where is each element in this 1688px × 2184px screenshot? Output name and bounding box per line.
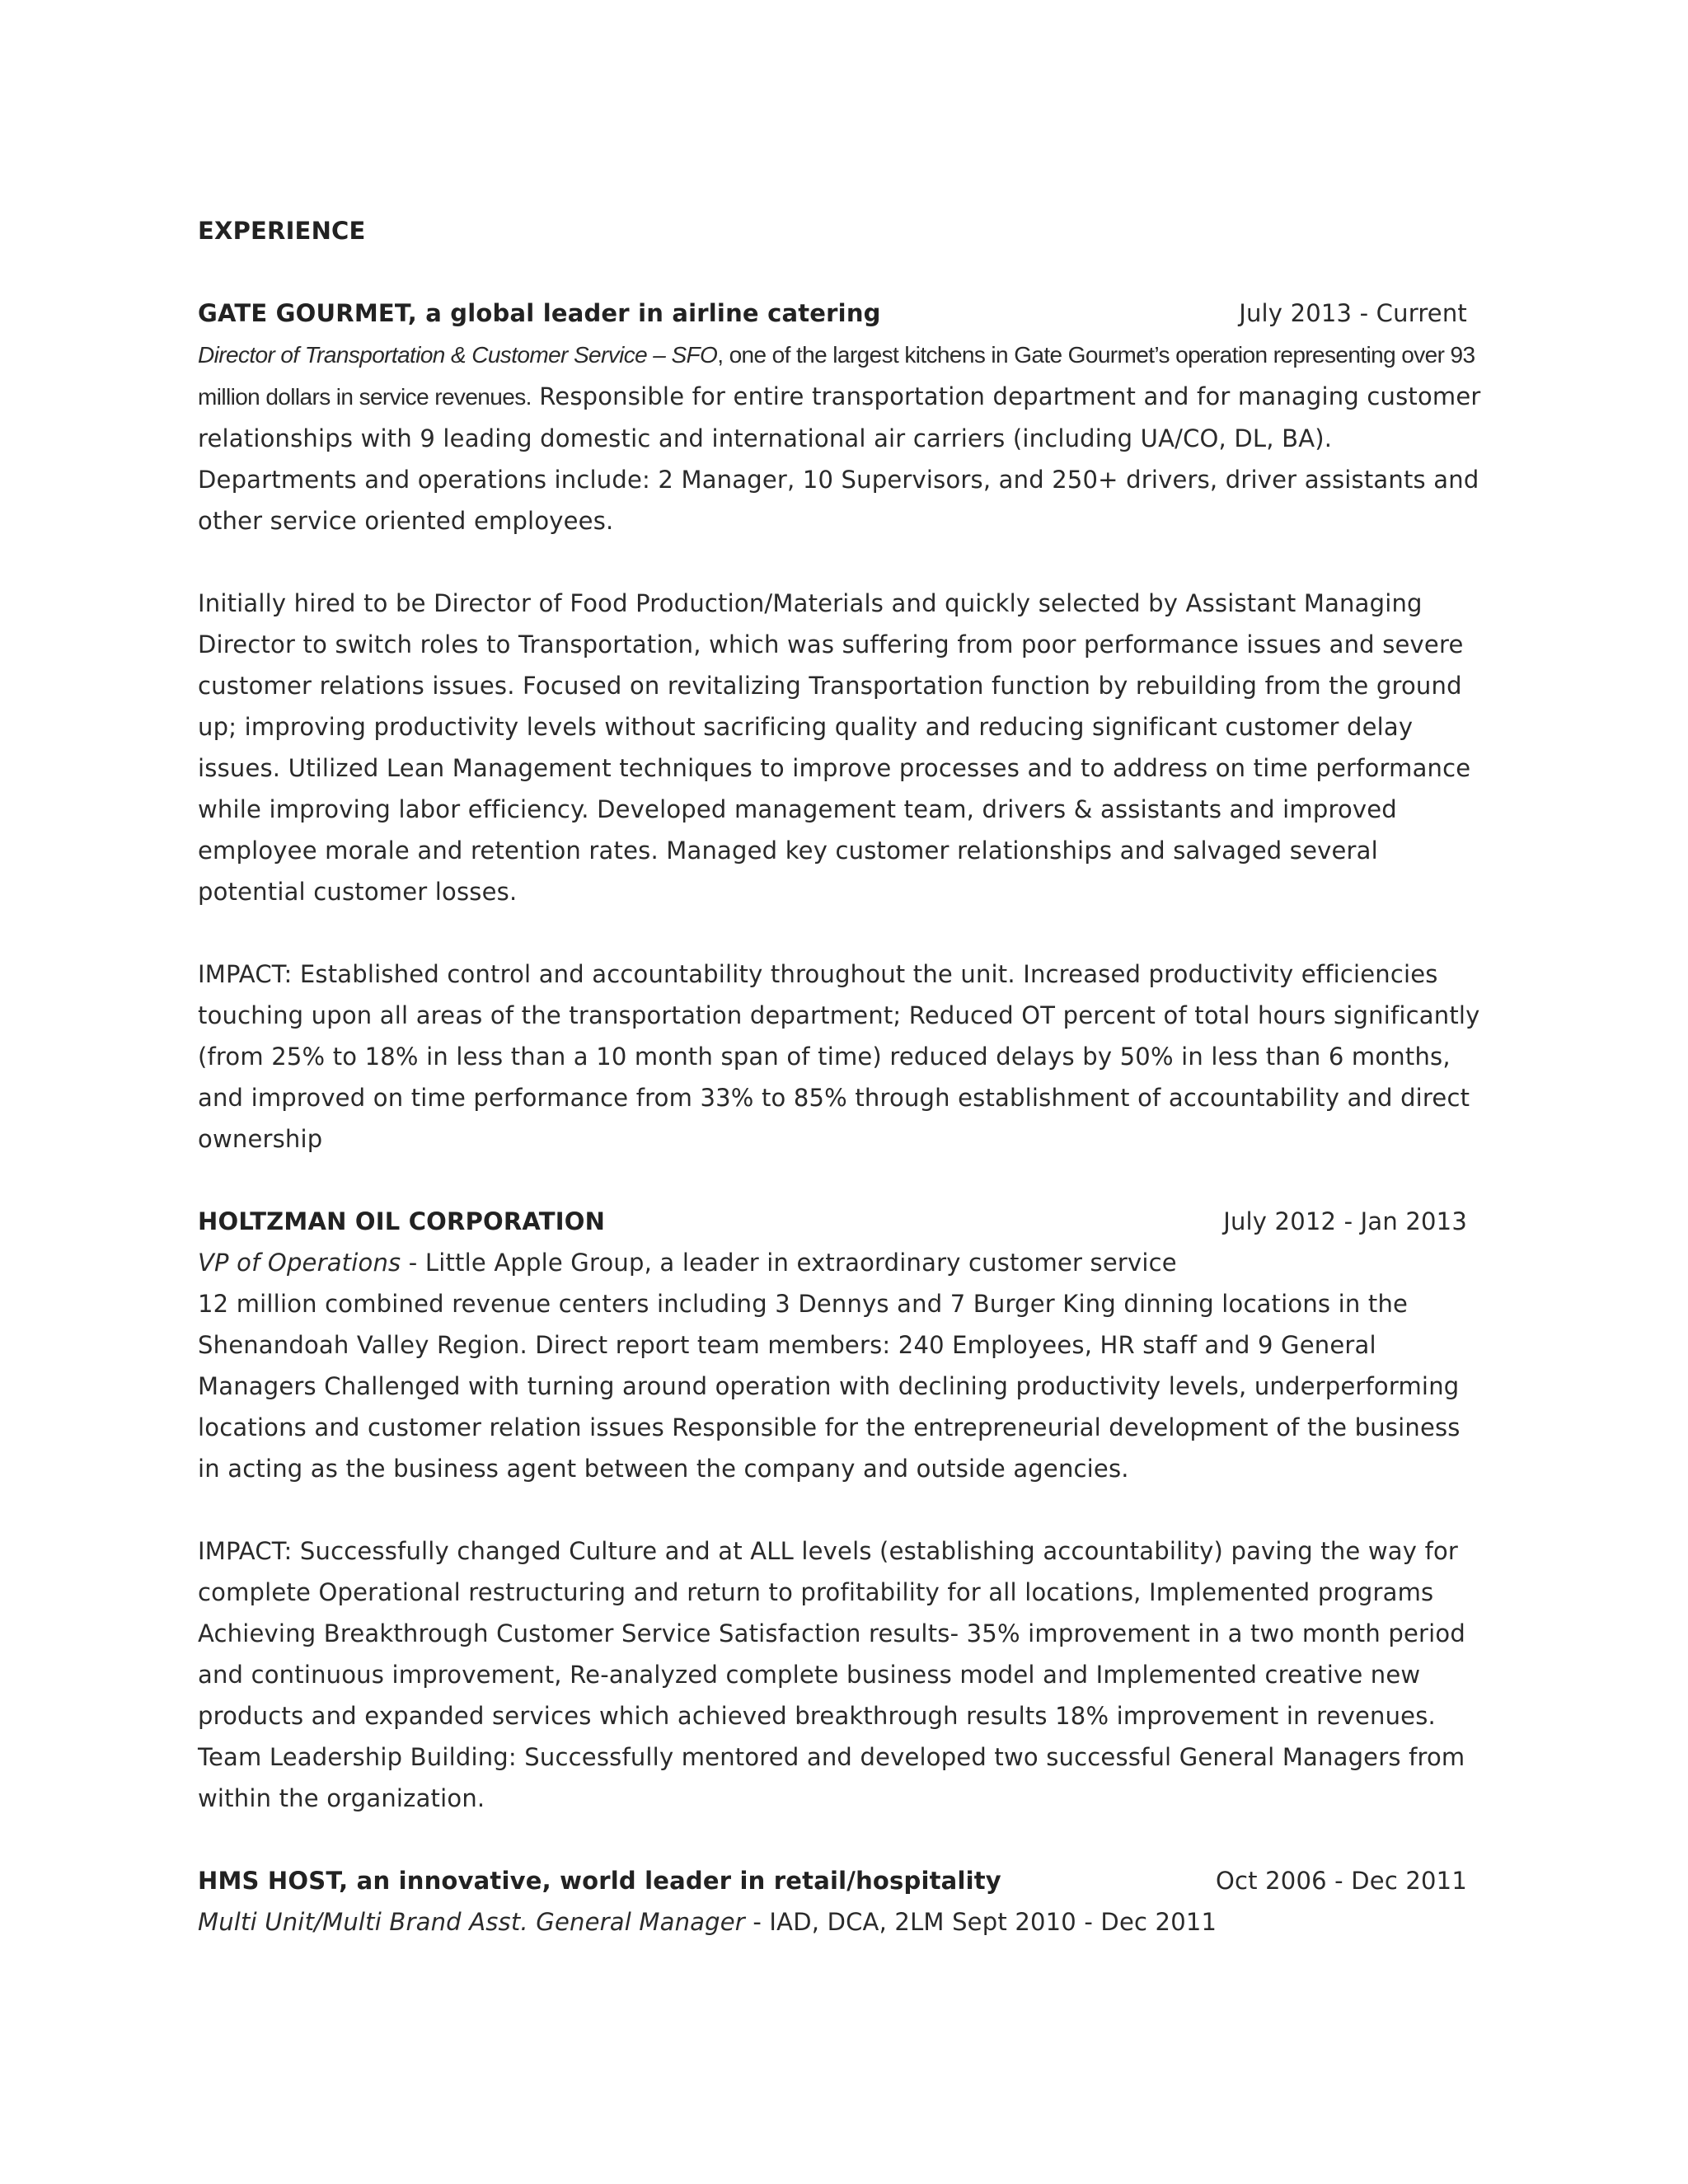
job-role: Multi Unit/Multi Brand Asst. General Manager [198,1908,745,1936]
job-header [198,1201,1484,1242]
company-name: HMS HOST, an innovative, world leader in retail/hospitality [198,1867,1001,1895]
spacer [198,912,1484,954]
job-header [198,293,1484,334]
company-name: HOLTZMAN OIL CORPORATION [198,1207,606,1235]
job-impact: IMPACT: Established control and accountability throughout the unit. Increased productivity efficiencies touching upon all areas of the transportation department; Reduced OT percent of total hours significantly (from 25% to 18% in less than a 10 month span of time) reduced delays by 50% in less than 6 months, and improved on time performance from 33% to 85% through establishment of accountability and direct ownership [198,960,1480,1153]
job-role-detail: - IAD, DCA, 2LM Sept 2010 - Dec 2011 [744,1908,1217,1936]
spacer [198,541,1484,583]
spacer [198,251,1484,293]
spacer [198,1489,1484,1530]
job-role-detail: , one of the largest kitchens in Gate Gourmet’s operation representing over 93 million dollars in service revenues. [198,342,1475,410]
job-role-detail: - Little Apple Group, a leader in extraordinary customer service [401,1249,1177,1277]
spacer [198,1819,1484,1860]
job-role: VP of Operations [198,1249,401,1277]
job-entry-gate-gourmet [198,293,1484,1160]
job-dates: Oct 2006 - Dec 2011 [1215,1867,1467,1895]
job-entry-holtzman-oil [198,1201,1484,1819]
job-role: Director of Transportation & Customer Service – SFO [198,342,718,368]
job-role-line [198,1901,1484,1943]
resume-page [198,210,1484,1943]
company-name: GATE GOURMET, a global leader in airline catering [198,299,881,327]
section-heading-experience: EXPERIENCE [198,217,366,245]
job-dates: July 2012 - Jan 2013 [1223,1207,1467,1235]
job-impact: IMPACT: Successfully changed Culture and at ALL levels (establishing accountability) paving the way for complete Operational restructuring and return to profitability for all locations, Implemented programs Achieving Breakthrough Customer Service Satisfaction results- 35% improvement in a two month period and continuous improvement, Re-analyzed complete business model and Implemented creative new products and expanded services which achieved breakthrough results 18% improvement in revenues. Team Leadership Building: Successfully mentored and developed two successful General Managers from within the organization. [198,1537,1465,1812]
job-summary [198,334,1484,541]
job-dates: July 2013 - Current [1239,299,1467,327]
job-entry-hms-host [198,1860,1484,1943]
job-paragraph: Initially hired to be Director of Food Production/Materials and quickly selected by Assistant Managing Director to switch roles to Transportation, which was suffering from poor performance issues and severe customer relations issues. Focused on revitalizing Transportation function by rebuilding from the ground up; improving productivity levels without sacrificing quality and reducing significant customer delay issues. Utilized Lean Management techniques to improve processes and to address on time performance while improving labor efficiency. Developed management team, drivers & assistants and improved employee morale and retention rates. Managed key customer relationships and salvaged several potential customer losses. [198,589,1471,906]
job-role-line [198,1242,1484,1283]
job-header [198,1860,1484,1901]
spacer [198,1160,1484,1201]
job-summary-text: Responsible for entire transportation department and for managing customer relationships with 9 leading domestic and international air carriers (including UA/CO, DL, BA). Departments and operations include: 2 Manager, 10 Supervisors, and 250+ drivers, driver assistants and other service oriented employees. [198,382,1481,535]
job-summary: 12 million combined revenue centers including 3 Dennys and 7 Burger King dinning locations in the Shenandoah Valley Region. Direct report team members: 240 Employees, HR staff and 9 General Managers Challenged with turning around operation with declining productivity levels, underperforming locations and customer relation issues Responsible for the entrepreneurial development of the business in acting as the business agent between the company and outside agencies. [198,1290,1461,1483]
